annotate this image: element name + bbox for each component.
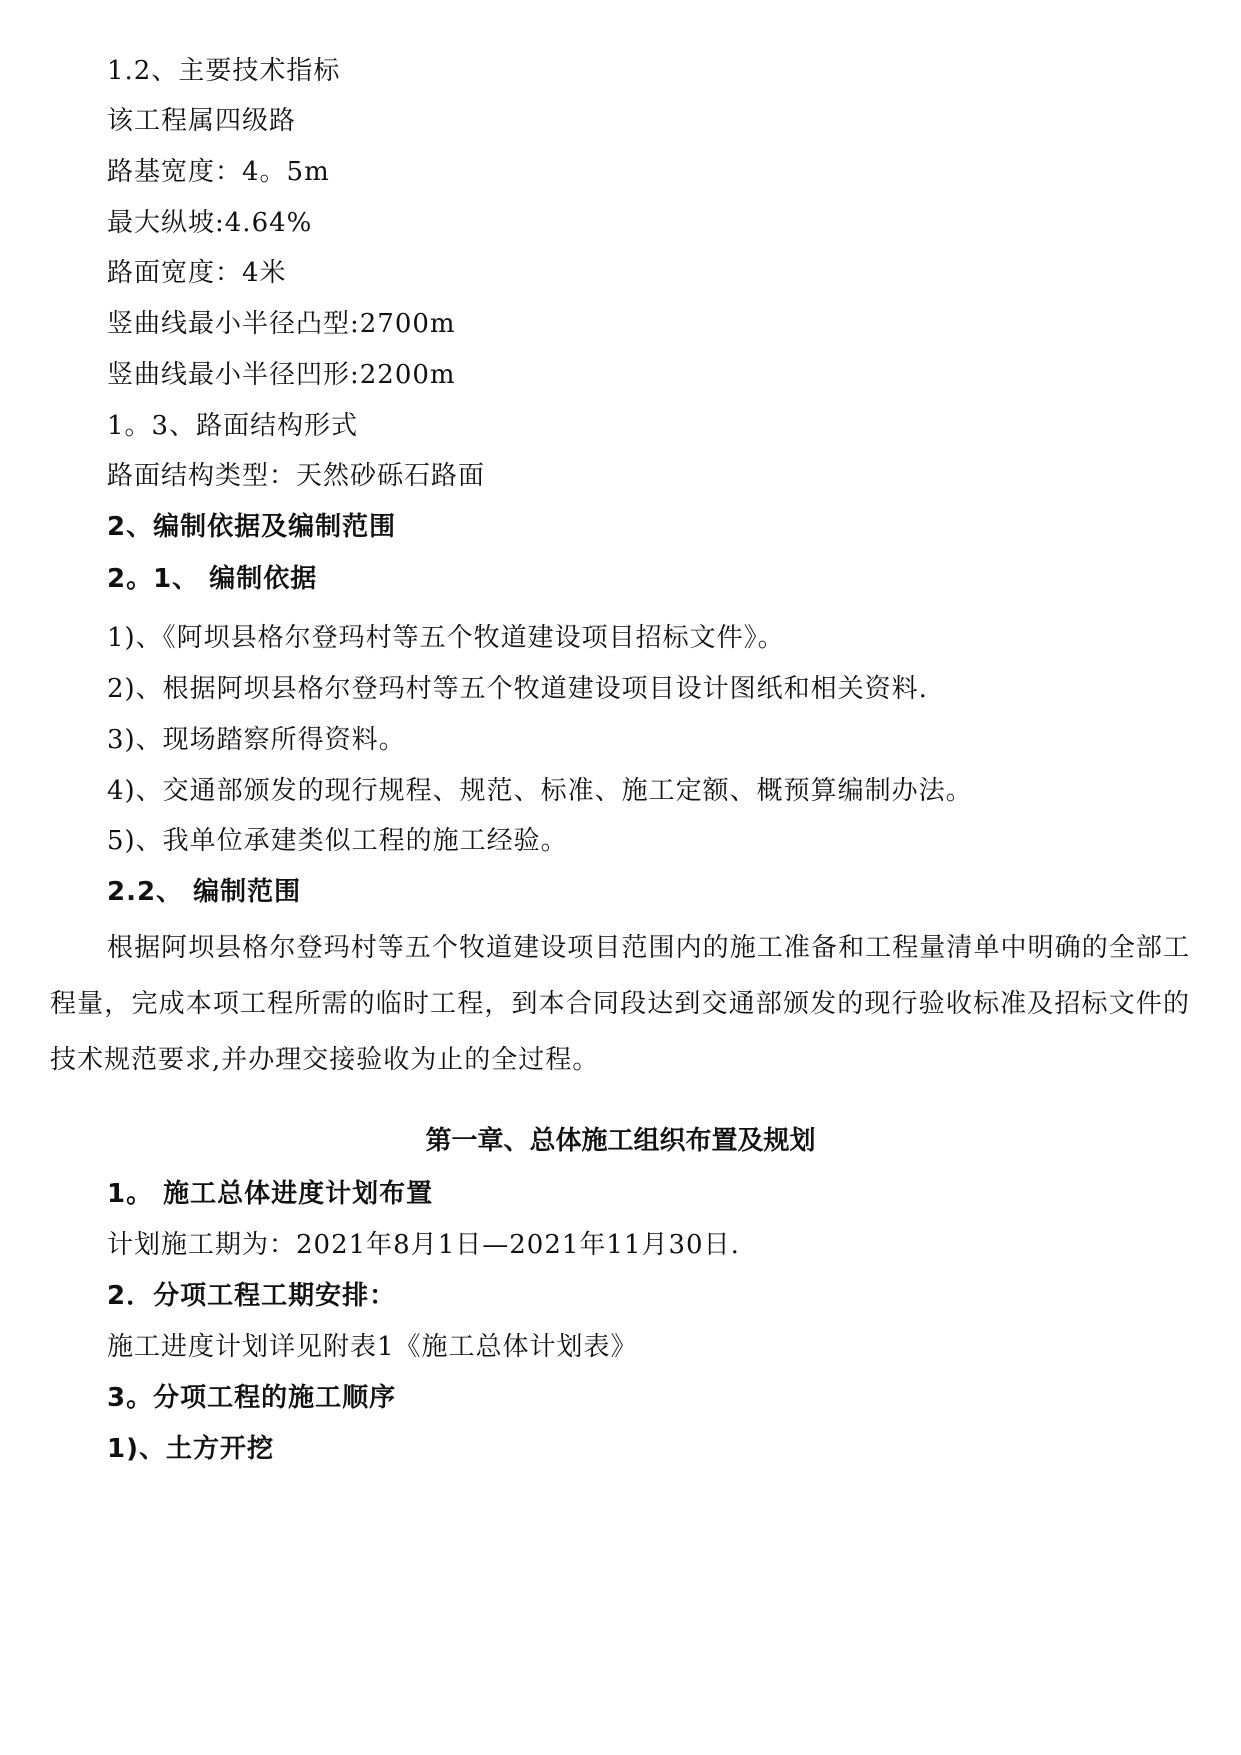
basis-item-4: 4)、交通部颁发的现行规程、规范、标准、施工定额、概预算编制办法。 <box>107 776 973 806</box>
schedule-text: 计划施工期为：2021年8月1日—2021年11月30日. <box>107 1230 740 1260</box>
section-1-3-heading: 1。3、路面结构形式 <box>107 411 359 441</box>
chapter-1-s1-heading: 1。 施工总体进度计划布置 <box>107 1179 434 1209</box>
chapter-1-title: 第一章、总体施工组织布置及规划 <box>425 1126 816 1156</box>
basis-item-5: 5)、我单位承建类似工程的施工经验。 <box>107 826 568 856</box>
pavement-width-text: 路面宽度：4米 <box>107 258 287 288</box>
section-2-heading: 2、编制依据及编制范围 <box>107 512 397 542</box>
scope-paragraph: 根据阿坝县格尔登玛村等五个牧道建设项目范围内的施工准备和工程量清单中明确的全部工程量，完成本项工程所需的临时工程，到本合同段达到交通部颁发的现行验收标准及招标文件的技术规范要求,并办理交接验收为止的全过程。 <box>50 933 1190 1075</box>
pavement-type-text: 路面结构类型：天然砂砾石路面 <box>107 461 486 491</box>
section-1-2-heading: 1.2、主要技术指标 <box>107 56 341 86</box>
convex-radius-text: 竖曲线最小半径凸型:2700m <box>107 309 456 339</box>
basis-item-1: 1)、《阿坝县格尔登玛村等五个牧道建设项目招标文件》。 <box>107 623 785 653</box>
basis-item-3: 3)、现场踏察所得资料。 <box>107 725 406 755</box>
schedule-table-ref: 施工进度计划详见附表1《施工总体计划表》 <box>107 1332 638 1362</box>
section-2-2-heading: 2.2、 编制范围 <box>107 877 302 907</box>
basis-item-2: 2)、根据阿坝县格尔登玛村等五个牧道建设项目设计图纸和相关资料. <box>107 674 928 704</box>
section-2-1-heading: 2。1、 编制依据 <box>107 564 318 594</box>
road-grade-text: 该工程属四级路 <box>107 106 297 136</box>
concave-radius-text: 竖曲线最小半径凹形:2200m <box>107 360 456 390</box>
subgrade-width-text: 路基宽度：4。5m <box>107 157 330 187</box>
earthwork-item: 1)、土方开挖 <box>107 1434 274 1464</box>
chapter-1-s2-heading: 2．分项工程工期安排： <box>107 1281 397 1311</box>
max-slope-text: 最大纵坡:4.64% <box>107 208 313 238</box>
chapter-1-s3-heading: 3。分项工程的施工顺序 <box>107 1383 397 1413</box>
